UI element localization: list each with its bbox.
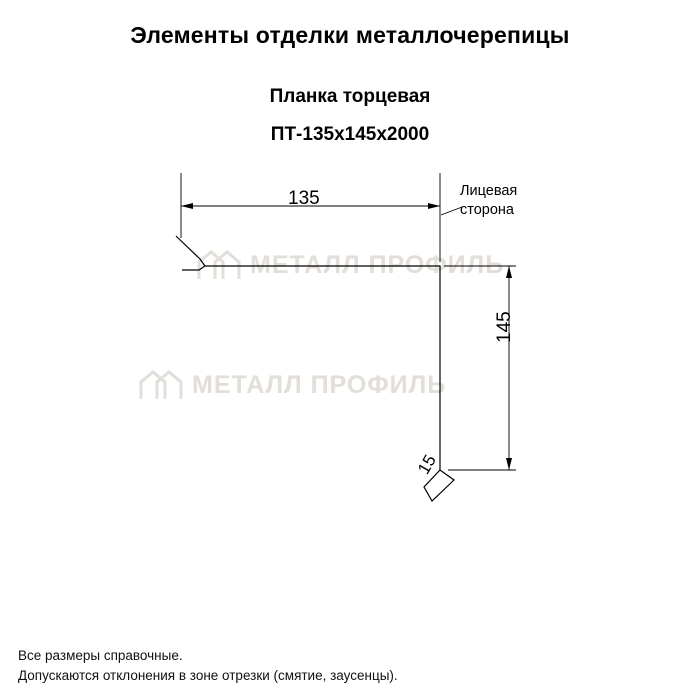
watermark-text: МЕТАЛЛ ПРОФИЛЬ xyxy=(192,370,447,399)
leader-line-face xyxy=(441,207,462,215)
footer-note-2: Допускаются отклонения в зоне отрезки (смятие, заусенцы). xyxy=(18,668,398,683)
page-title: Элементы отделки металлочерепицы xyxy=(130,22,570,48)
dimension-label-lip: 15 xyxy=(414,451,440,478)
profile-lip xyxy=(176,236,205,270)
product-code: ПТ-135х145х2000 xyxy=(270,124,430,145)
product-name: Планка торцевая xyxy=(269,86,431,107)
footer-note-1: Все размеры справочные. xyxy=(18,648,183,663)
watermark-text: МЕТАЛЛ ПРОФИЛЬ xyxy=(250,250,505,279)
annotation-face-side xyxy=(460,182,517,220)
profile-main-body xyxy=(205,266,440,470)
dimension-label-width: 135 xyxy=(288,188,320,209)
dimension-label-height: 145 xyxy=(494,311,515,343)
annotation-face-side-line2: сторона xyxy=(460,202,514,218)
footer-notes xyxy=(18,646,398,686)
annotation-face-side-line1: Лицевая xyxy=(460,183,518,199)
